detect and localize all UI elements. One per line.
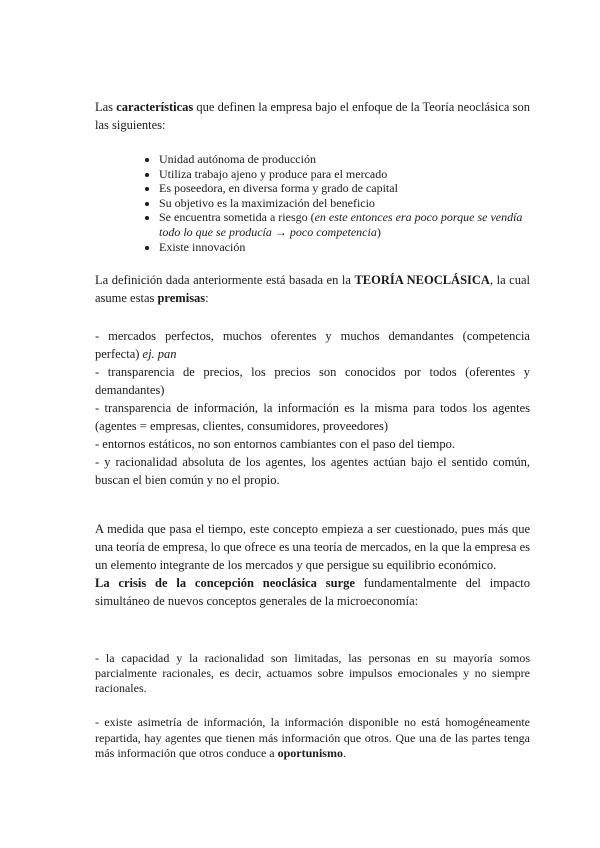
premisa-item: - transparencia de información, la información es la misma para todos los agentes (agentes = empresas, clientes, consumidores, proveedores): [95, 401, 530, 433]
definition-text-3: :: [205, 291, 209, 305]
premisa-italic: ej. pan: [142, 347, 177, 361]
crisis-text: fundamentalmente del impacto simultáneo de nuevos conceptos generales de la microeconomía:: [95, 576, 530, 608]
asymmetry-bold: oportunismo: [277, 746, 343, 760]
asymmetry-end: .: [342, 746, 346, 760]
definition-bold-1: TEORÍA NEOCLÁSICA: [354, 273, 490, 287]
definition-bold-2: premisas: [157, 291, 206, 305]
definition-paragraph: [95, 271, 530, 307]
list-item: [159, 210, 529, 239]
characteristics-list: [143, 152, 529, 254]
definition-text-1: La definición dada anteriormente está basada en la: [95, 273, 355, 287]
definition-text-2: , la cual asume estas: [95, 273, 530, 305]
premisa-text: - mercados perfectos, muchos oferentes y muchos demandantes (competencia perfecta): [95, 329, 530, 361]
intro-text-1: Las: [95, 100, 117, 114]
premisa-item: - entornos estáticos, no son entornos cambiantes con el paso del tiempo.: [95, 437, 455, 451]
premisas-block: [95, 327, 530, 489]
list-item-italic-note: en este entonces era poco porque se vendía todo lo que se producía → poco competencia: [159, 210, 523, 239]
list-item: • Es poseedora, en diversa forma y grado de capital: [159, 181, 529, 196]
list-item: • Existe innovación: [159, 240, 529, 255]
intro-bold: características: [116, 100, 194, 114]
intro-text-2: que definen la empresa bajo el enfoque de la Teoría neoclásica son las siguientes:: [95, 100, 530, 132]
list-item-text: Se encuentra sometida a riesgo (: [159, 210, 315, 225]
list-item-close: ): [376, 224, 381, 239]
premisa-item: - transparencia de precios, los precios son conocidos por todos (oferentes y demandantes): [95, 365, 530, 397]
medida-block: [95, 520, 530, 610]
list-item: • Utiliza trabajo ajeno y produce para el mercado: [159, 167, 529, 182]
crisis-bold: La crisis de la concepción neoclásica surge: [95, 576, 355, 590]
rationality-paragraph: - la capacidad y la racionalidad son limitadas, las personas en su mayoría somos parcialmente racionales, es decir, actuamos sobre impulsos emocionales y no siempre racionales.: [95, 651, 530, 695]
intro-paragraph: [95, 98, 530, 134]
medida-paragraph: A medida que pasa el tiempo, este concepto empieza a ser cuestionado, pues más que una teoría de empresa, lo que ofrece es una teoría de mercados, en la que la empresa es un elemento integrante de los mercados y que persigue su equilibrio económico.: [95, 522, 530, 572]
asymmetry-paragraph: [95, 715, 530, 762]
list-item: • Su objetivo es la maximización del beneficio: [159, 196, 529, 211]
premisa-item: - y racionalidad absoluta de los agentes, los agentes actúan bajo el sentido común, buscan el bien común y no el propio.: [95, 455, 530, 487]
premisa-item: [95, 327, 530, 363]
asymmetry-text: - existe asimetría de información, la información disponible no está homogéneamente repartida, hay agentes que tienen más información que otros. Que una de las partes tenga más información que otros conduce a: [95, 715, 530, 760]
crisis-paragraph: [95, 574, 530, 610]
list-item: • Unidad autónoma de producción: [159, 152, 529, 167]
